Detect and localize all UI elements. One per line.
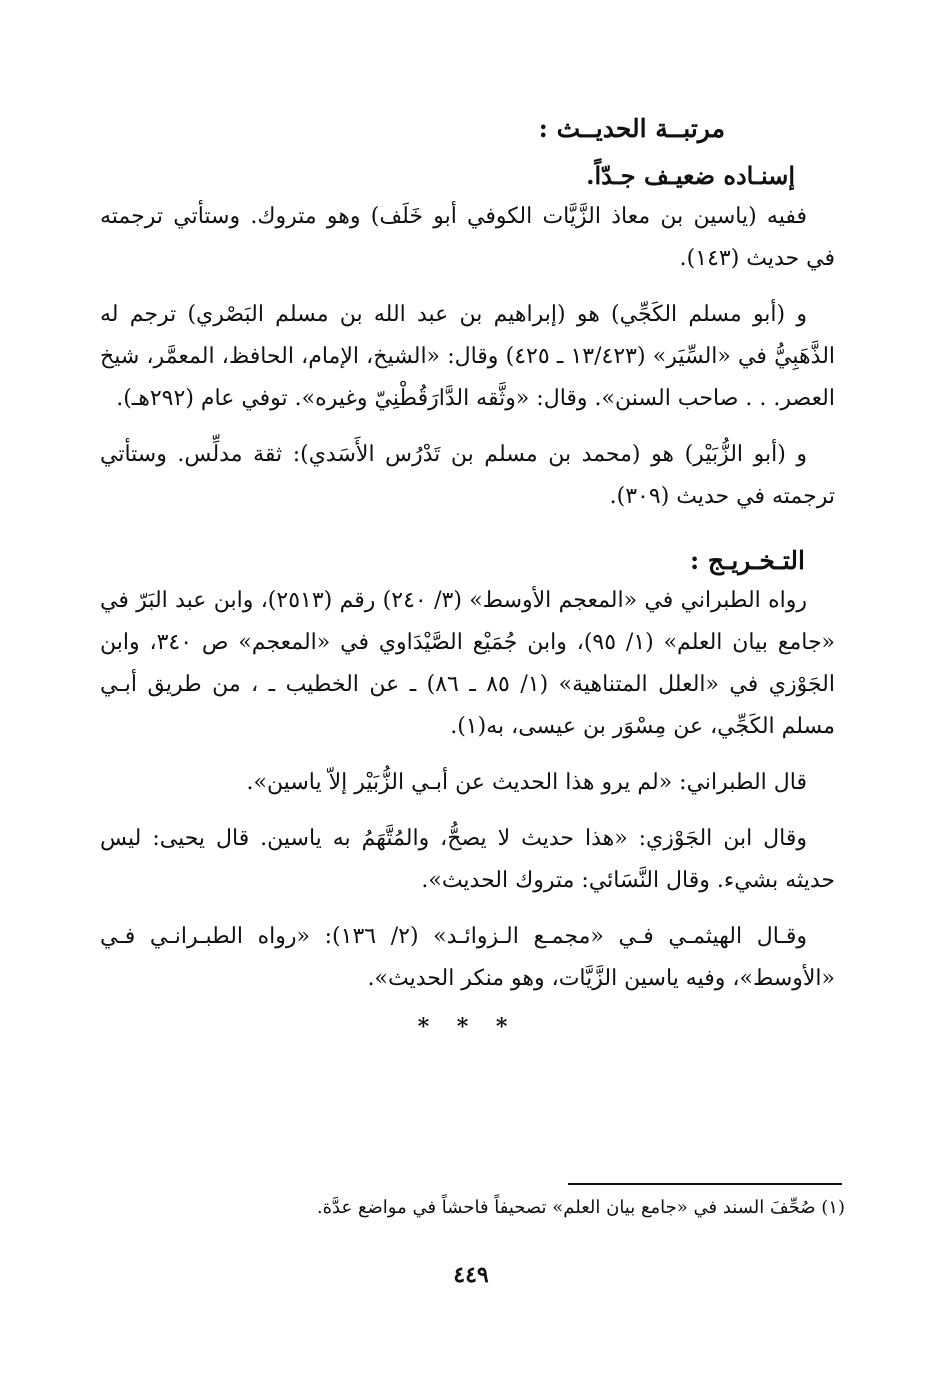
section-heading-takhrij: التـخـريـج :: [689, 546, 805, 575]
paragraph-tabarani-riwaya: رواه الطبراني في «المعجم الأوسط» (٣/ ٢٤٠) رقم (٢٥١٣)، وابن عبد البَرّ في «جامع بيان العلم» (١/ ٩٥)، وابن جُمَيْع الصَّيْدَاوي في «المعجم» ص ٣٤٠، وابن الجَوْزي في «العلل المتناهية» (١/ ٨٥ ـ ٨٦) ـ عن الخطيب ـ ، من طريق أبـي مسلم الكَجِّي، عن مِسْوَر بن عيسى، به(١).: [100, 588, 836, 739]
page-body: [100, 110, 835, 1040]
paragraph-abu-zubayr: و (أبو الزُّبَيْر) هو (محمد بن مسلم بن تَدْرُس الأَسَدي): ثقة مدلِّس. وستأتي ترجمته في حديث (٣٠٩).: [100, 442, 835, 509]
paragraph-tabarani-qawl: قال الطبراني: «لم يرو هذا الحديث عن أبـي الزُّبَيْر إلاّ ياسين».: [246, 770, 807, 795]
paragraph-yasin: ففيه (ياسين بن معاذ الزَّيَّات الكوفي أبو خَلَف) وهو متروك. وستأتي ترجمته في حديث (١٤٣).: [100, 204, 835, 271]
paragraph-haythami: وقـال الهيثمـي فـي «مجمـع الـزوائـد» (٢/ ١٣٦): «رواه الطبـرانـي فـي «الأوسط»، وفيه ياسين الزَّيَّات، وهو منكر الحديث».: [100, 924, 835, 991]
section-heading-hadith-rank: مرتبــة الحديــث :: [538, 114, 725, 143]
section-separator: * * *: [417, 1014, 518, 1040]
page-number: ٤٤٩: [453, 1262, 489, 1288]
isnad-verdict: إسنـاده ضعيـف جـدّاً.: [586, 161, 795, 190]
paragraph-abu-muslim: و (أبو مسلم الكَجِّي) هو (إبراهيم بن عبد الله بن مسلم البَصْري) ترجم له الذَّهَبِيُّ في «السِّيَر» (١٣/٤٢٣ ـ ٤٢٥) وقال: «الشيخ، الإمام، الحافظ، المعمَّر، شيخ العصر. . . صاحب السنن». وقال: «وثَّقه الدَّارَقُطْنِيّ وغيره». توفي عام (٢٩٢هـ).: [100, 302, 836, 411]
paragraph-ibn-jawzi: وقال ابن الجَوْزي: «هذا حديث لا يصحُّ، والمُتَّهَمُ به ياسين. قال يحيى: ليس حديثه بشيء. وقال النَّسَائي: متروك الحديث».: [100, 826, 835, 893]
footnote-divider: [568, 1183, 842, 1185]
footnote: (١) صُحِّفَ السند في «جامع بيان العلم» تصحيفاً فاحشاً في مواضع عدَّة.: [316, 1197, 845, 1218]
